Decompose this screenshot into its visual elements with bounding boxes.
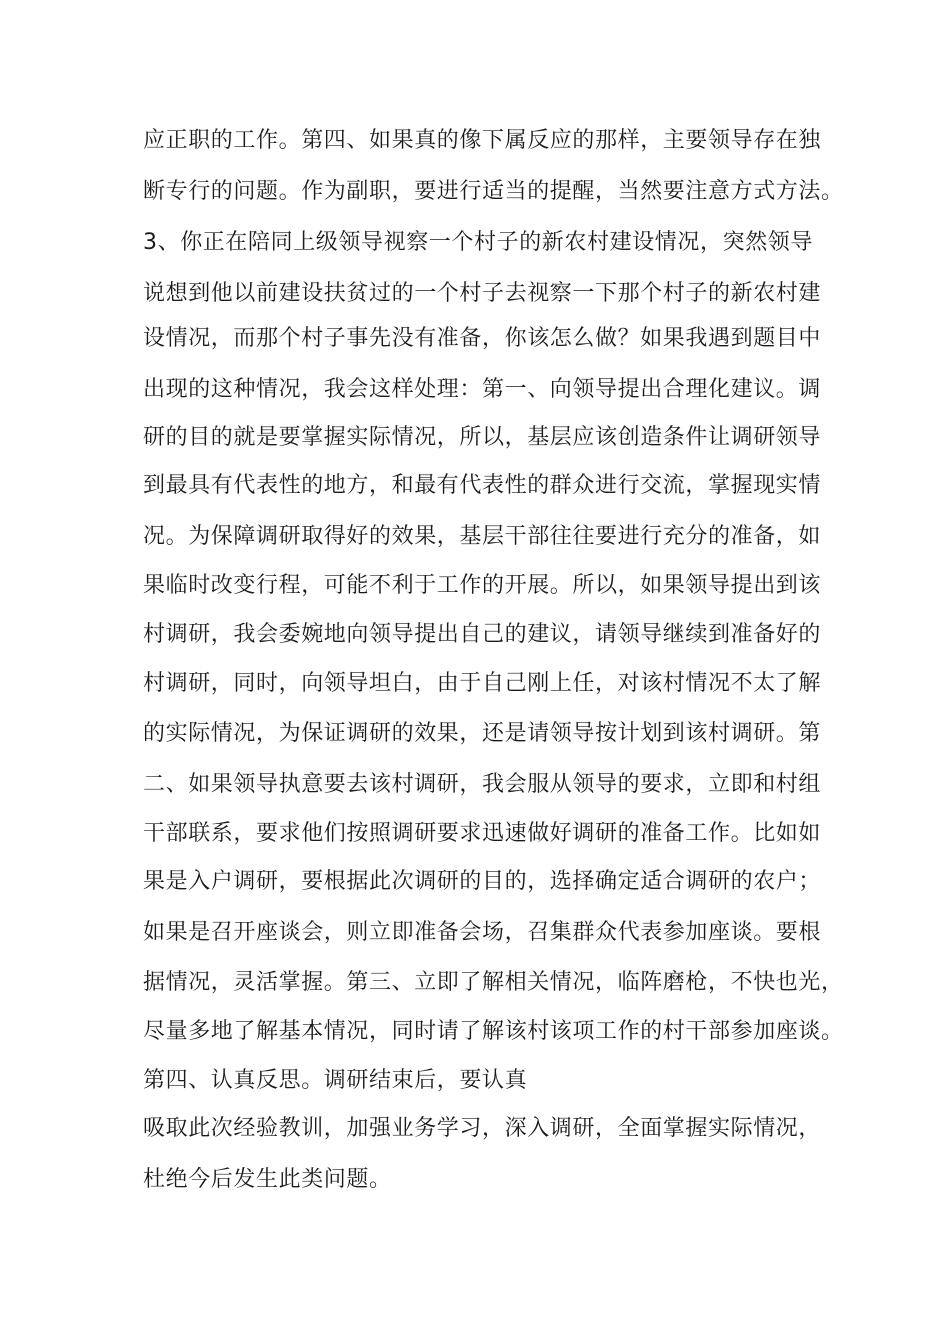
text-line: 说想到他以前建设扶贫过的一个村子去视察一下那个村子的新农村建 [143, 281, 822, 306]
text-line: 果是入户调研，要根据此次调研的目的，选择确定适合调研的农户； [143, 869, 822, 894]
text-line: 第四、认真反思。调研结束后，要认真 [143, 1068, 528, 1093]
text-line: 设情况，而那个村子事先没有准备，你该怎么做？如果我遇到题目中 [143, 326, 822, 351]
text-line: 吸取此次经验教训，加强业务学习，深入调研，全面掌握实际情况， [143, 1116, 822, 1141]
text-line: 况。为保障调研取得好的效果，基层干部往往要进行充分的准备，如 [143, 524, 822, 549]
text-line: 如果是召开座谈会，则立即准备会场，召集群众代表参加座谈。要根 [143, 920, 822, 945]
text-line: 应正职的工作。第四、如果真的像下属反应的那样，主要领导存在独 [143, 128, 822, 153]
text-line: 二、如果领导执意要去该村调研，我会服从领导的要求，立即和村组 [143, 772, 822, 797]
text-line: 村调研，我会委婉地向领导提出自己的建议，请领导继续到准备好的 [143, 622, 822, 647]
text-line: 村调研，同时，向领导坦白，由于自己刚上任，对该村情况不太了解 [143, 671, 822, 696]
text-line: 3、你正在陪同上级领导视察一个村子的新农村建设情况，突然领导 [143, 230, 813, 255]
text-line: 据情况，灵活掌握。第三、立即了解相关情况，临阵磨枪，不快也光， [143, 970, 844, 995]
text-line: 到最具有代表性的地方，和最有代表性的群众进行交流，掌握现实情 [143, 473, 822, 498]
text-line: 果临时改变行程，可能不利于工作的开展。所以，如果领导提出到该 [143, 573, 822, 598]
text-line: 杜绝今后发生此类问题。 [143, 1167, 392, 1192]
text-line: 研的目的就是要掌握实际情况，所以，基层应该创造条件让调研领导 [143, 425, 822, 450]
text-line: 出现的这种情况，我会这样处理：第一、向领导提出合理化建议。调 [143, 377, 822, 402]
text-line: 干部联系，要求他们按照调研要求迅速做好调研的准备工作。比如如 [143, 821, 822, 846]
text-line: 的实际情况，为保证调研的效果，还是请领导按计划到该村调研。第 [143, 721, 822, 746]
text-line: 断专行的问题。作为副职，要进行适当的提醒，当然要注意方式方法。 [143, 179, 844, 204]
text-line: 尽量多地了解基本情况，同时请了解该村该项工作的村干部参加座谈。 [143, 1019, 844, 1044]
